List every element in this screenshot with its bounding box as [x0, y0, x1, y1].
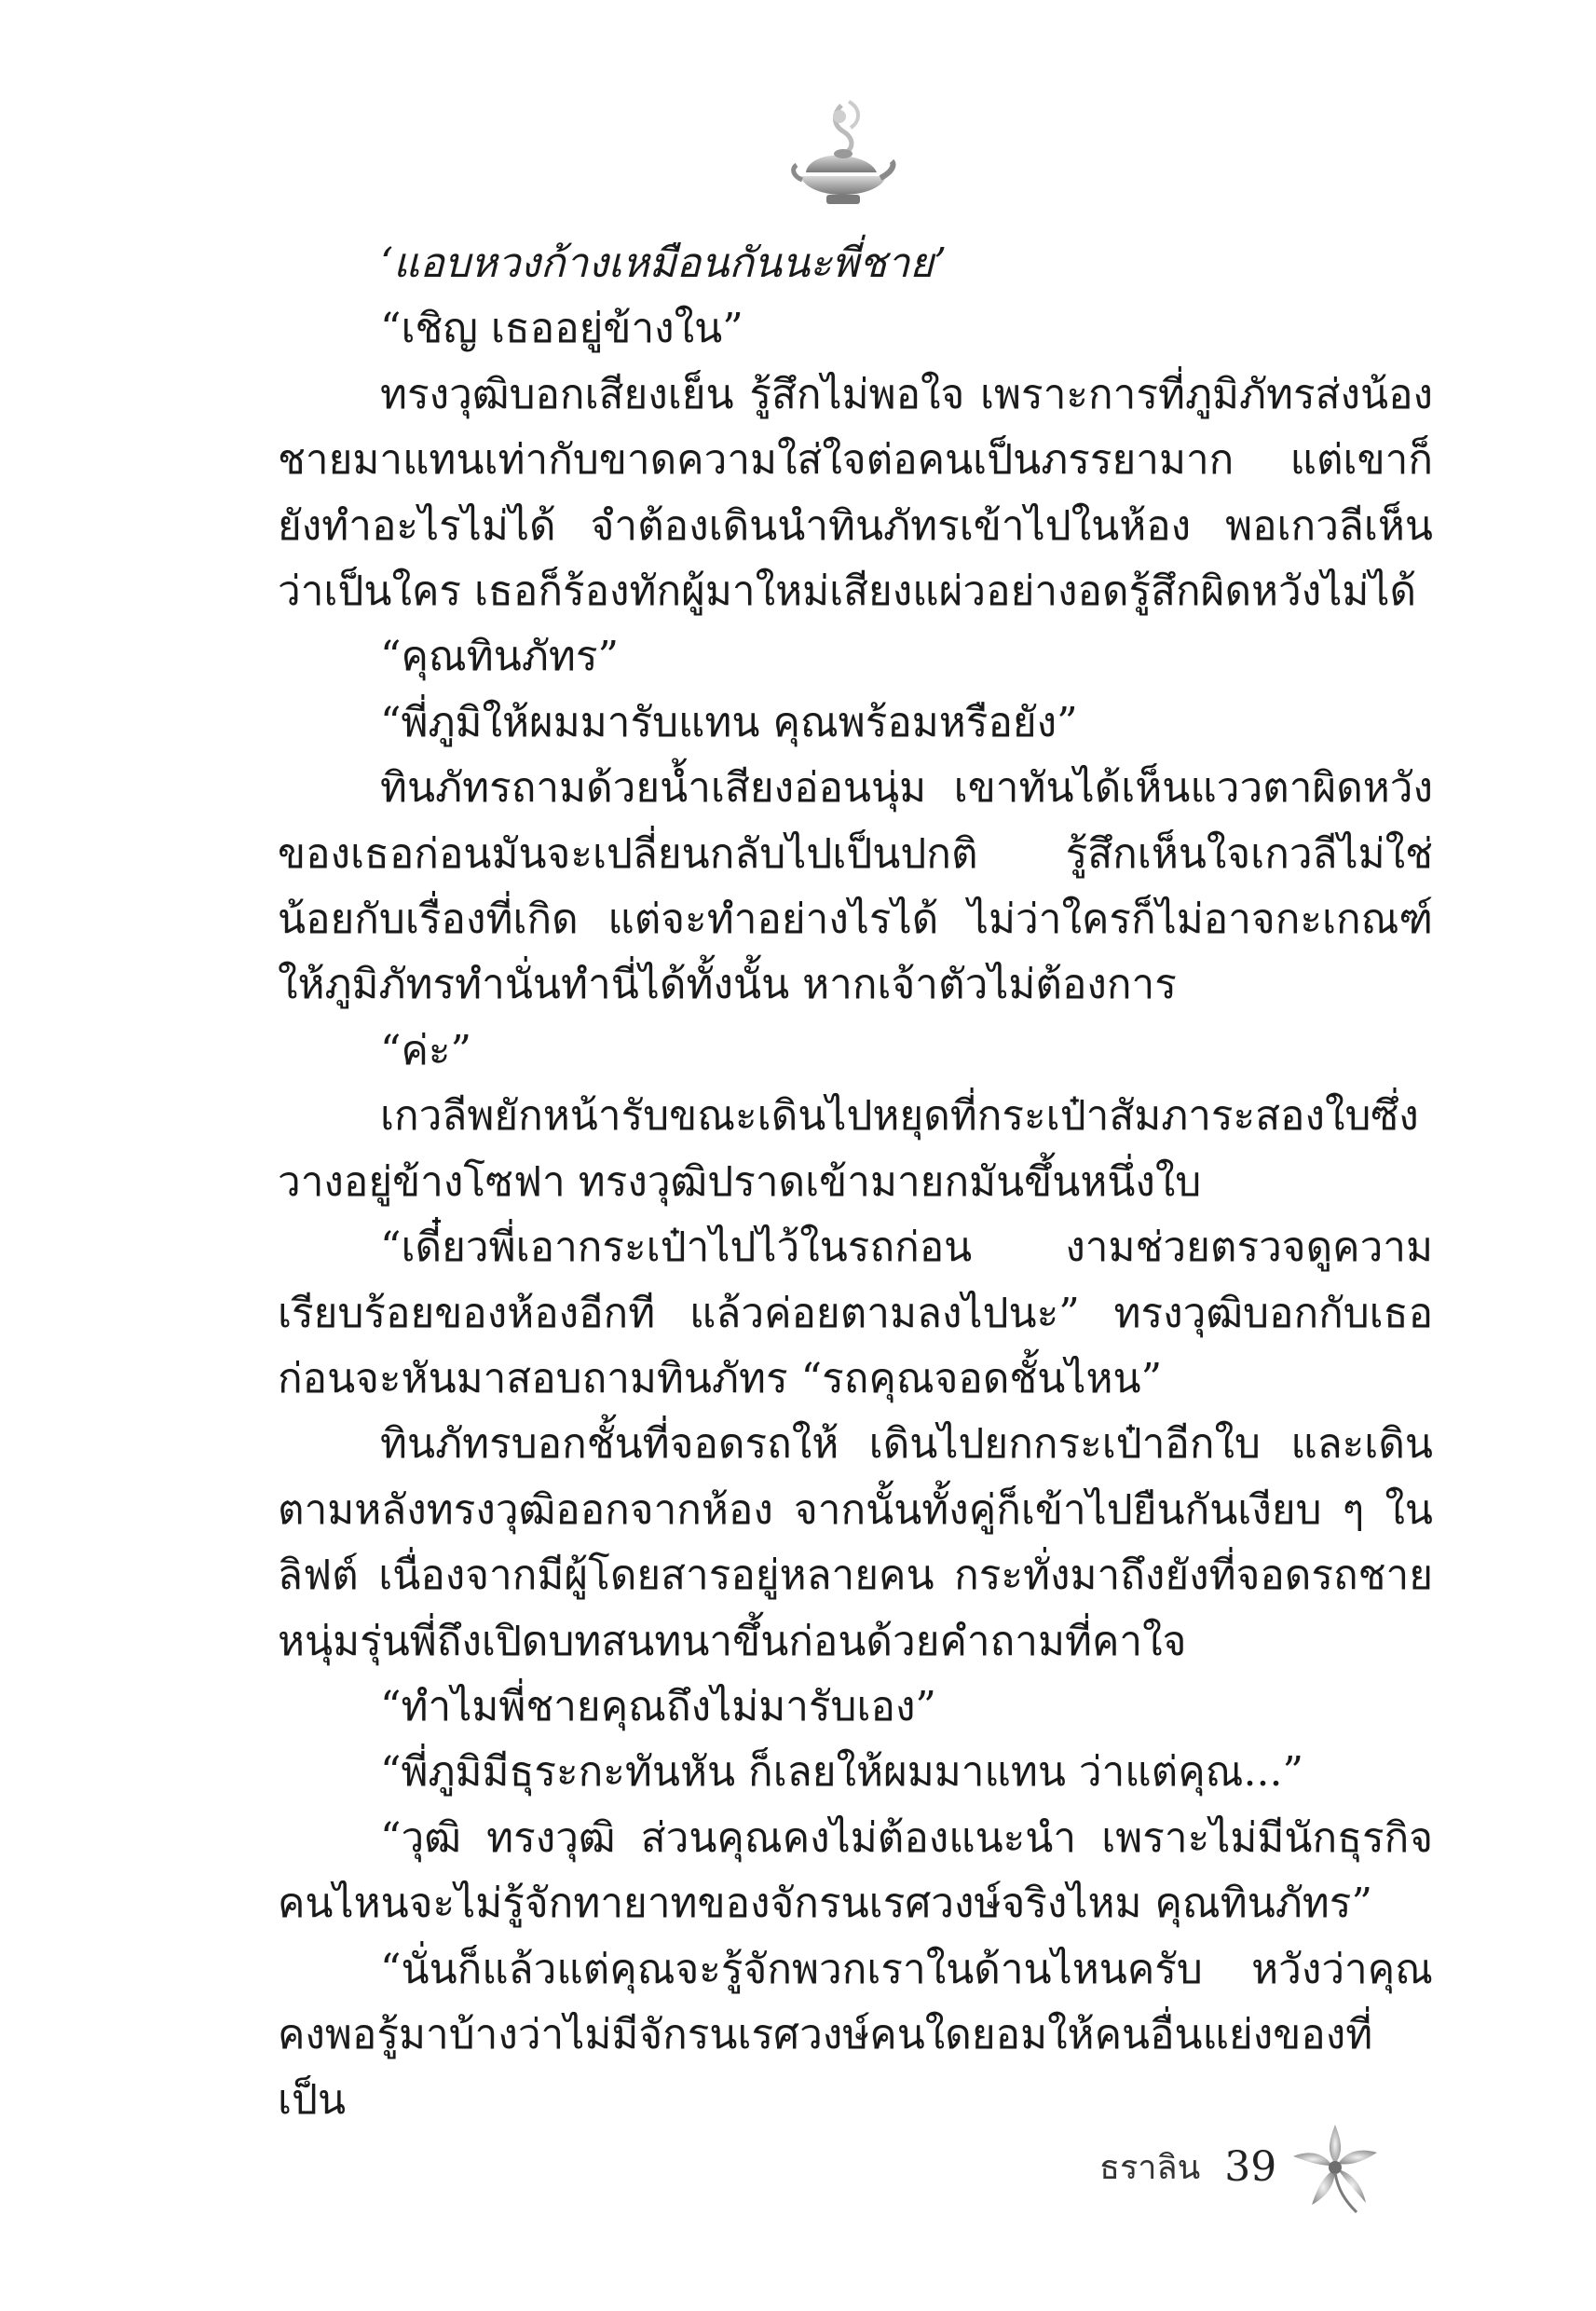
footer-author: ธราลิน [1099, 2148, 1201, 2187]
paragraph: “พี่ภูมิให้ผมมารับแทน คุณพร้อมหรือยัง” [380, 698, 1078, 746]
paragraph: “พี่ภูมิมีธุระกะทันหัน ก็เลยให้ผมมาแทน ว่าแต่คุณ...” [380, 1748, 1303, 1797]
paragraph: “ทำไมพี่ชายคุณถึงไม่มารับเอง” [380, 1682, 936, 1730]
body-text [278, 231, 1433, 2134]
paragraph: ทรงวุฒิบอกเสียงเย็น รู้สึกไม่พอใจ เพราะการที่ภูมิภัทรส่งน้องชายมาแทนเท่ากับขาดความใส่ใจต่อคนเป็นภรรยามาก แต่เขาก็ยังทำอะไรไม่ได้ จำต้องเดินนำทินภัทรเข้าไปในห้อง พอเกวลีเห็นว่าเป็นใคร เธอก็ร้องทักผู้มาใหม่เสียงแผ่วอย่างอดรู้สึกผิดหวังไม่ได้ [278, 370, 1433, 616]
paragraph: ‘แอบหวงก้างเหมือนกันนะพี่ชาย’ [380, 239, 948, 287]
paragraph: “ค่ะ” [380, 1026, 472, 1074]
paragraph: “นั่นก็แล้วแต่คุณจะรู้จักพวกเราในด้านไหนครับ หวังว่าคุณคงพอรู้มาบ้างว่าไม่มีจักรนเรศวงษ์คนใดยอมให้คนอื่นแย่งของที่เป็น [278, 1945, 1433, 2125]
paragraph: ทินภัทรบอกชั้นที่จอดรถให้ เดินไปยกกระเป๋าอีกใบ และเดินตามหลังทรงวุฒิออกจากห้อง จากนั้นทั้งคู่ก็เข้าไปยืนกันเงียบ ๆ ในลิฟต์ เนื่องจากมีผู้โดยสารอยู่หลายคน กระทั่งมาถึงยังที่จอดรถชายหนุ่มรุ่นพี่ถึงเปิดบทสนทนาขึ้นก่อนด้วยคำถามที่คาใจ [278, 1420, 1433, 1665]
paragraph: ทินภัทรถามด้วยน้ำเสียงอ่อนนุ่ม เขาทันได้เห็นแววตาผิดหวังของเธอก่อนมันจะเปลี่ยนกลับไปเป็นปกติ รู้สึกเห็นใจเกวลีไม่ใช่น้อยกับเรื่องที่เกิด แต่จะทำอย่างไรได้ ไม่ว่าใครก็ไม่อาจกะเกณฑ์ให้ภูมิภัทรทำนั่นทำนี่ได้ทั้งนั้น หากเจ้าตัวไม่ต้องการ [278, 764, 1433, 1009]
paragraph: เกวลีพยักหน้ารับขณะเดินไปหยุดที่กระเป๋าสัมภาระสองใบซึ่งวางอยู่ข้างโซฟา ทรงวุฒิปราดเข้ามายกมันขึ้นหนึ่งใบ [278, 1092, 1419, 1206]
paragraph: “คุณทินภัทร” [380, 633, 619, 681]
paragraph: “เดี๋ยวพี่เอากระเป๋าไปไว้ในรถก่อน งามช่วยตรวจดูความเรียบร้อยของห้องอีกที แล้วค่อยตามลงไปนะ” ทรงวุฒิบอกกับเธอก่อนจะหันมาสอบถามทินภัทร “รถคุณจอดชั้นไหน” [278, 1224, 1433, 1402]
flower-icon [1284, 2115, 1386, 2218]
page-number: 39 [1224, 2142, 1277, 2191]
genie-lamp-icon [787, 98, 899, 214]
paragraph: “วุฒิ ทรงวุฒิ ส่วนคุณคงไม่ต้องแนะนำ เพราะไม่มีนักธุรกิจคนไหนจะไม่รู้จักทายาทของจักรนเรศวงษ์จริงไหม คุณทินภัทร” [278, 1813, 1433, 1928]
page-footer [1099, 2129, 1386, 2204]
paragraph: “เชิญ เธออยู่ข้างใน” [380, 305, 743, 353]
